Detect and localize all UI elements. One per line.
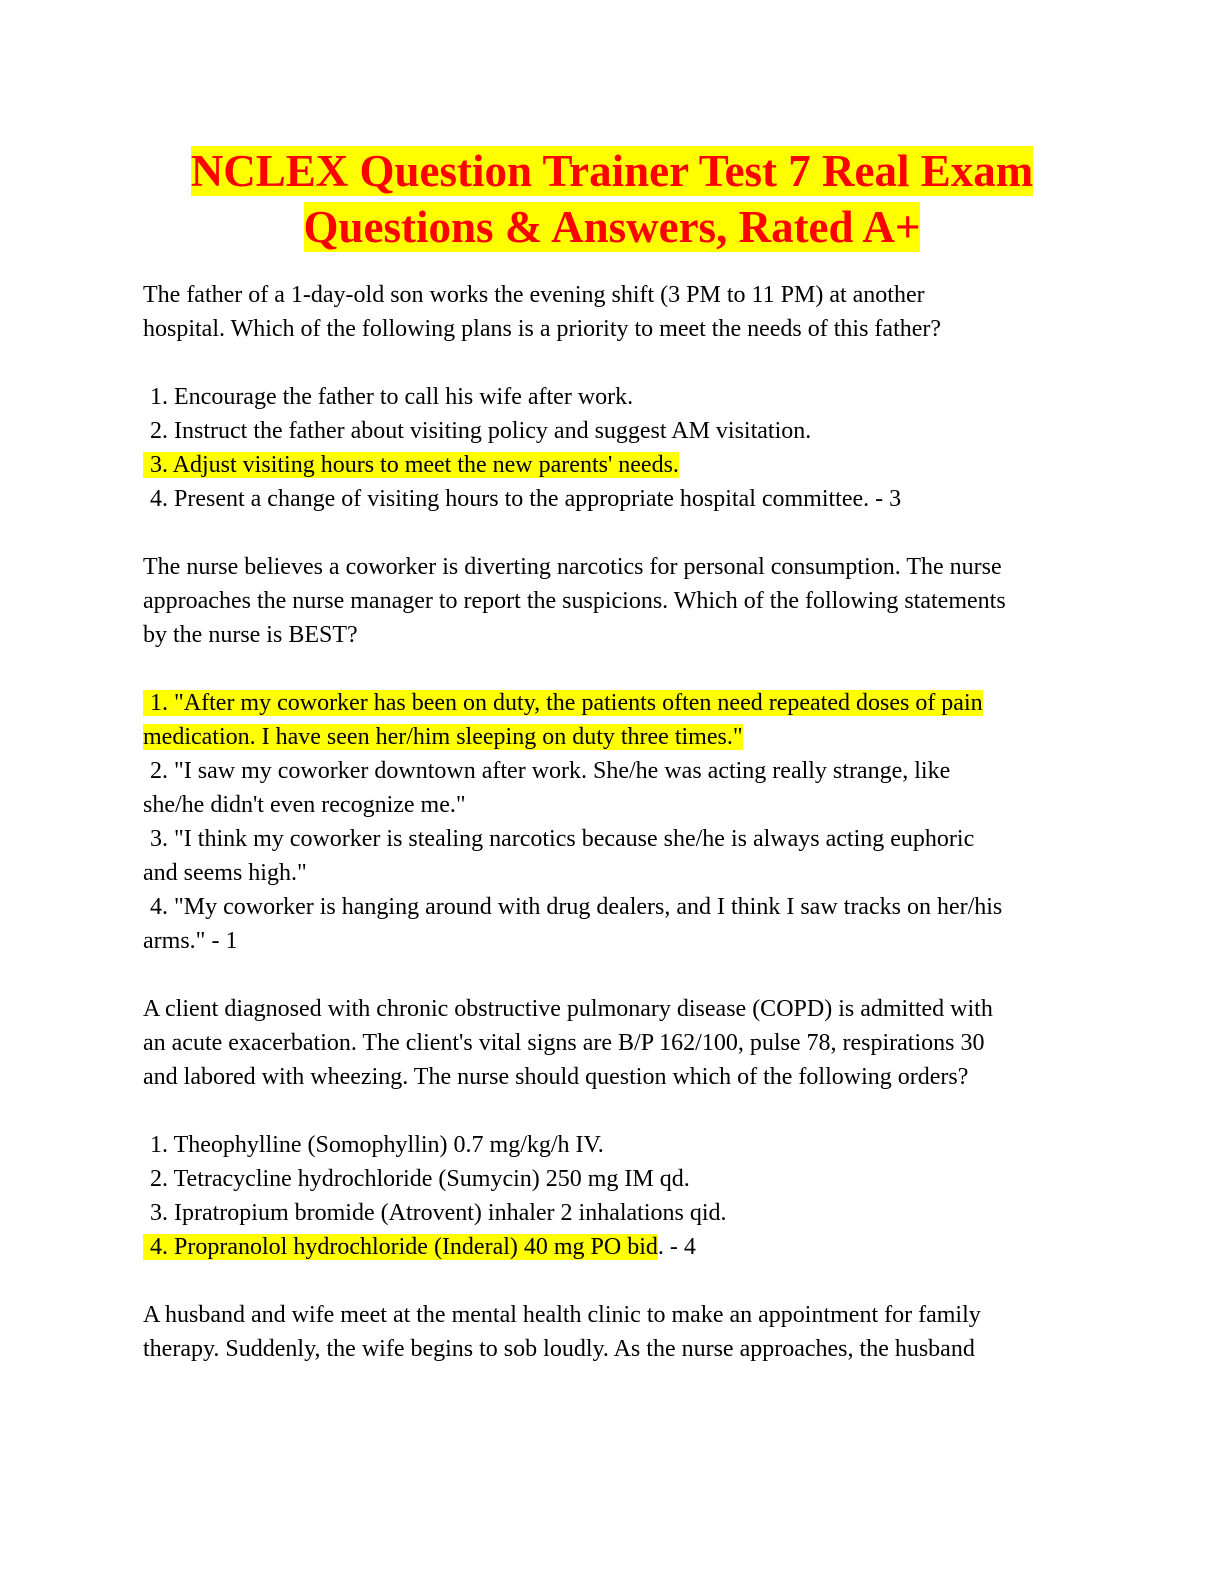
questions-container xyxy=(143,278,1083,1400)
spacer xyxy=(143,652,1083,686)
answer-option-text: 3. Adjust visiting hours to meet the new parents' needs. xyxy=(143,452,679,478)
answer-option-text: 3. Ipratropium bromide (Atrovent) inhaler 2 inhalations qid. xyxy=(150,1200,727,1226)
question-block xyxy=(143,992,1083,1264)
spacer xyxy=(143,346,1083,380)
answer-option xyxy=(143,482,1083,516)
answer-option-text: arms." - 1 xyxy=(143,928,238,954)
question-stem-line: The father of a 1-day-old son works the evening shift (3 PM to 11 PM) at another xyxy=(143,282,925,308)
answer-option xyxy=(143,890,1083,958)
question-stem-line: by the nurse is BEST? xyxy=(143,622,358,648)
answer-option-text: 3. "I think my coworker is stealing narcotics because she/he is always acting euphoric xyxy=(150,826,975,852)
answer-option-text: 4. Propranolol hydrochloride (Inderal) 40 mg PO bid xyxy=(143,1234,658,1260)
answer-options xyxy=(143,1128,1083,1264)
question-stem-line: an acute exacerbation. The client's vital signs are B/P 162/100, pulse 78, respirations 30 xyxy=(143,1030,985,1056)
answer-option-line xyxy=(143,720,1083,754)
question-stem-line: The nurse believes a coworker is diverting narcotics for personal consumption. The nurse xyxy=(143,554,1002,580)
question-stem-line: A client diagnosed with chronic obstructive pulmonary disease (COPD) is admitted with xyxy=(143,996,993,1022)
question-stem xyxy=(143,550,1083,652)
answer-option-text: 2. Instruct the father about visiting policy and suggest AM visitation. xyxy=(150,418,812,444)
answer-key-suffix: . - 4 xyxy=(657,1234,696,1260)
question-stem-line: A husband and wife meet at the mental health clinic to make an appointment for family xyxy=(143,1302,981,1328)
question-stem xyxy=(143,278,1083,346)
answer-options xyxy=(143,380,1083,516)
answer-option xyxy=(143,1128,1083,1162)
question-block xyxy=(143,1298,1083,1366)
question-stem-line: and labored with wheezing. The nurse should question which of the following orders? xyxy=(143,1064,969,1090)
answer-option-line xyxy=(143,448,1083,482)
question-stem-line: approaches the nurse manager to report the suspicions. Which of the following statements xyxy=(143,588,1006,614)
answer-option xyxy=(143,822,1083,890)
answer-option xyxy=(143,380,1083,414)
answer-option-text: she/he didn't even recognize me." xyxy=(143,792,466,818)
answer-option-line xyxy=(143,414,1083,448)
answer-options xyxy=(143,686,1083,958)
answer-option-line xyxy=(143,822,1083,856)
answer-option-line xyxy=(143,890,1083,924)
question-stem xyxy=(143,1298,1083,1366)
answer-option xyxy=(143,754,1083,822)
answer-option-line xyxy=(143,686,1083,720)
question-block xyxy=(143,550,1083,958)
answer-option-line xyxy=(143,788,1083,822)
answer-option-correct xyxy=(143,686,1083,754)
answer-option-text: 2. "I saw my coworker downtown after work. She/he was acting really strange, like xyxy=(150,758,951,784)
document-title xyxy=(120,143,1104,255)
answer-option-text: 4. "My coworker is hanging around with drug dealers, and I think I saw tracks on her/his xyxy=(150,894,1003,920)
title-line-2: Questions & Answers, Rated A+ xyxy=(303,202,921,252)
spacer xyxy=(143,1094,1083,1128)
answer-option-line xyxy=(143,924,1083,958)
answer-option-line xyxy=(143,1162,1083,1196)
answer-option-text: 1. Encourage the father to call his wife after work. xyxy=(150,384,634,410)
answer-option-text: 1. Theophylline (Somophyllin) 0.7 mg/kg/h IV. xyxy=(150,1132,604,1158)
answer-option-text: 1. "After my coworker has been on duty, the patients often need repeated doses of pain xyxy=(143,690,983,716)
question-stem-line: hospital. Which of the following plans is a priority to meet the needs of this father? xyxy=(143,316,942,342)
answer-option xyxy=(143,414,1083,448)
answer-option-line xyxy=(143,380,1083,414)
question-block xyxy=(143,278,1083,516)
answer-option-text: medication. I have seen her/him sleeping on duty three times." xyxy=(143,724,743,750)
title-line-1: NCLEX Question Trainer Test 7 Real Exam xyxy=(190,146,1034,196)
answer-option-line xyxy=(143,754,1083,788)
answer-option-text: and seems high." xyxy=(143,860,307,886)
answer-option xyxy=(143,1162,1083,1196)
answer-option-text: 4. Present a change of visiting hours to the appropriate hospital committee. - 3 xyxy=(150,486,902,512)
answer-option-text: 2. Tetracycline hydrochloride (Sumycin) 250 mg IM qd. xyxy=(150,1166,690,1192)
answer-option-line xyxy=(143,856,1083,890)
answer-option-line xyxy=(143,1128,1083,1162)
question-stem xyxy=(143,992,1083,1094)
answer-option-line xyxy=(143,1230,1083,1264)
answer-option-line xyxy=(143,1196,1083,1230)
answer-option-correct xyxy=(143,448,1083,482)
question-stem-line: therapy. Suddenly, the wife begins to sob loudly. As the nurse approaches, the husband xyxy=(143,1336,975,1362)
answer-option xyxy=(143,1196,1083,1230)
answer-option-line xyxy=(143,482,1083,516)
answer-option-correct xyxy=(143,1230,1083,1264)
